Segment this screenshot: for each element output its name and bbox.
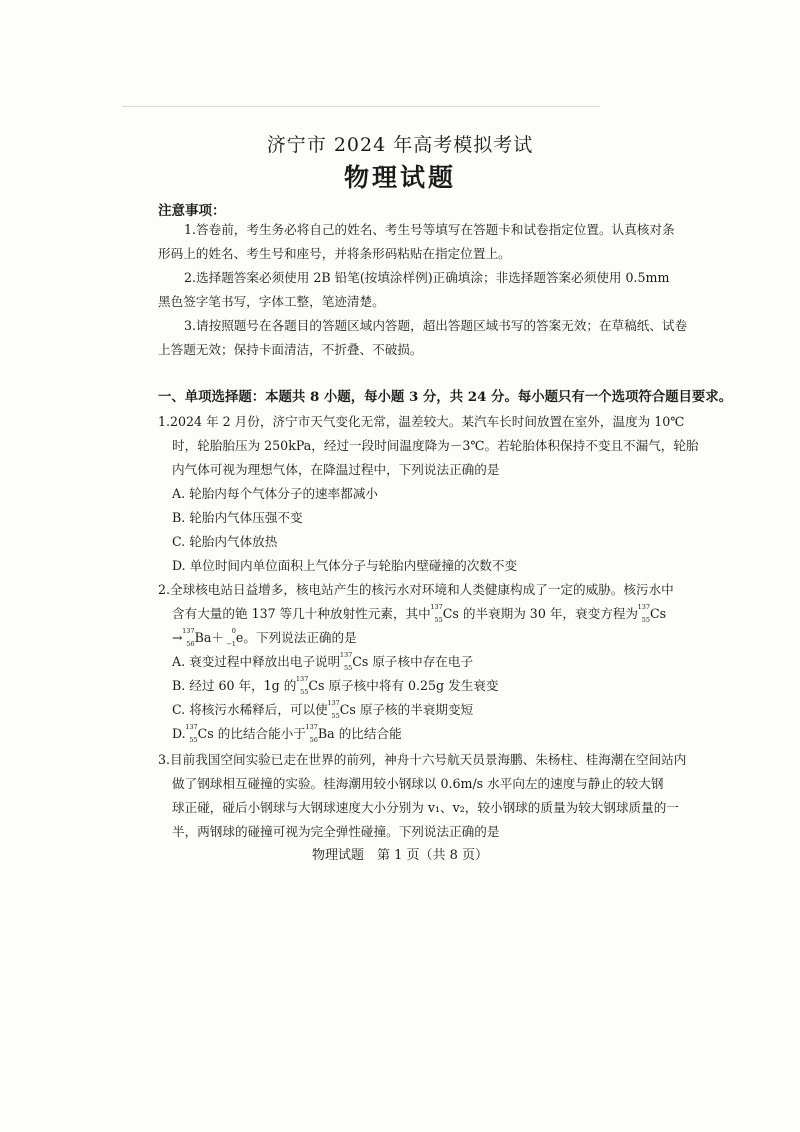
q1-line-3: 内气体可视为理想气体，在降温过程中，下列说法正确的是 bbox=[172, 462, 500, 477]
q2-option-a bbox=[172, 650, 473, 674]
subject-title: 物理试题 bbox=[343, 163, 456, 192]
note-1-line-1: 1.答卷前，考生务必将自己的姓名、考生号等填写在答题卡和试卷指定位置。认真核对条 bbox=[184, 222, 675, 237]
q1-option-d: D. 单位时间内单位面积上气体分子与轮胎内壁碰撞的次数不变 bbox=[172, 558, 518, 573]
electron-charge-number: −1 bbox=[226, 640, 236, 648]
q2-option-d-text-1: D. bbox=[172, 726, 186, 741]
q2-option-a-text-1: A. 衰变过程中释放出电子说明 bbox=[172, 654, 341, 669]
notes-heading: 注意事项： bbox=[158, 203, 226, 219]
q2-option-b bbox=[172, 674, 499, 698]
page-footer: 物理试题 第 1 页（共 8 页） bbox=[311, 848, 489, 863]
ba-atomic-number: 56 bbox=[309, 736, 318, 744]
q2-option-c-text-1: C. 将核污水稀释后，可以使 bbox=[172, 702, 328, 717]
cs-nuclide-notation bbox=[185, 723, 198, 744]
exam-title: 济宁市 2024 年高考模拟考试 bbox=[266, 134, 534, 156]
q3-line-3: 球正碰，碰后小钢球与大钢球速度大小分别为 v₁、v₂，较小钢球的质量为较大钢球质量的一 bbox=[172, 800, 679, 815]
cs-nuclide-notation bbox=[637, 603, 650, 624]
ba-nuclide-notation bbox=[305, 723, 318, 744]
q3-line-1: 3.目前我国空间实验已走在世界的前列，神舟十六号航天员景海鹏、朱杨柱、桂海潮在空间站内 bbox=[158, 752, 687, 767]
q3-line-4: 半，两钢球的碰撞可视为完全弹性碰撞。下列说法正确的是 bbox=[172, 824, 500, 839]
note-3-line-1: 3.请按照题号在各题目的答题区域内答题，超出答题区域书写的答案无效；在草稿纸、试卷 bbox=[184, 318, 688, 333]
q2-line-3-text-b: Ba＋ bbox=[194, 630, 224, 645]
cs-mass-number: 137 bbox=[430, 603, 443, 611]
cs-mass-number: 137 bbox=[327, 699, 340, 707]
q2-line-3-text-c: e。下列说法正确的是 bbox=[235, 630, 357, 645]
note-1-line-2: 形码上的姓名、考生号和座号，并将条形码粘贴在指定位置上。 bbox=[158, 246, 511, 261]
ba-atomic-number: 56 bbox=[186, 640, 195, 648]
q3-line-2: 做了钢球相互碰撞的实验。桂海潮用较小钢球以 0.6m/s 水平向左的速度与静止的较大钢 bbox=[172, 776, 664, 791]
q2-option-a-text-2: Cs 原子核中存在电子 bbox=[352, 654, 474, 669]
arrow-symbol: → bbox=[172, 630, 183, 645]
q1-line-2: 时，轮胎胎压为 250kPa，经过一段时间温度降为－3℃。若轮胎体积保持不变且不漏气，轮胎 bbox=[172, 438, 699, 453]
q2-line-2 bbox=[172, 602, 666, 626]
note-2-line-2: 黑色签字笔书写，字体工整，笔迹清楚。 bbox=[158, 294, 385, 309]
q2-option-d-text-2: Cs 的比结合能小于 bbox=[197, 726, 306, 741]
cs-atomic-number: 55 bbox=[434, 616, 443, 624]
q1-line-1: 1.2024 年 2 月份，济宁市天气变化无常，温差较大。某汽车长时间放置在室外，温度为 10℃ bbox=[158, 414, 685, 429]
q1-option-c: C. 轮胎内气体放热 bbox=[172, 534, 278, 549]
q1-option-a: A. 轮胎内每个气体分子的速率都减小 bbox=[172, 486, 379, 501]
cs-atomic-number: 55 bbox=[343, 664, 353, 672]
cs-atomic-number: 55 bbox=[641, 616, 650, 624]
electron-notation bbox=[224, 627, 236, 648]
electron-mass-number: 0 bbox=[231, 627, 236, 635]
cs-atomic-number: 55 bbox=[189, 736, 198, 744]
q2-line-2-text-c: Cs bbox=[650, 606, 667, 621]
q2-line-1: 2.全球核电站日益增多，核电站产生的核污水对环境和人类健康构成了一定的威胁。核污水中 bbox=[158, 582, 674, 597]
q2-line-2-text-b: Cs 的半衰期为 30 年，衰变方程为 bbox=[442, 606, 638, 621]
cs-atomic-number: 55 bbox=[331, 712, 340, 720]
ba-nuclide-notation bbox=[182, 627, 195, 648]
q2-line-2-text-a: 含有大量的铯 137 等几十种放射性元素，其中 bbox=[172, 606, 431, 621]
ba-mass-number: 137 bbox=[182, 627, 195, 635]
q2-option-c bbox=[172, 698, 473, 722]
note-3-line-2: 上答题无效；保持卡面清洁，不折叠、不破损。 bbox=[158, 342, 423, 357]
q1-option-b: B. 轮胎内气体压强不变 bbox=[172, 510, 303, 525]
q2-option-b-text-1: B. 经过 60 年，1g 的 bbox=[172, 678, 297, 693]
ba-mass-number: 137 bbox=[305, 723, 318, 731]
cs-nuclide-notation bbox=[430, 603, 443, 624]
q2-line-3 bbox=[172, 626, 357, 650]
top-divider bbox=[122, 106, 600, 107]
q2-option-d bbox=[172, 722, 402, 746]
cs-nuclide-notation bbox=[339, 651, 353, 672]
cs-atomic-number: 55 bbox=[300, 688, 309, 696]
cs-mass-number: 137 bbox=[637, 603, 650, 611]
note-2-line-1: 2.选择题答案必须使用 2B 铅笔(按填涂样例)正确填涂；非选择题答案必须使用 0.5mm bbox=[184, 270, 670, 285]
q2-option-d-text-3: Ba 的比结合能 bbox=[317, 726, 402, 741]
cs-mass-number: 137 bbox=[339, 651, 353, 659]
cs-mass-number: 137 bbox=[295, 675, 309, 683]
q2-option-c-text-2: Cs 原子核的半衰期变短 bbox=[339, 702, 474, 717]
section-1-heading: 一、单项选择题：本题共 8 小题，每小题 3 分，共 24 分。每小题只有一个选项符合题目要求。 bbox=[158, 389, 733, 405]
q2-option-b-text-2: Cs 原子核中将有 0.25g 发生衰变 bbox=[308, 678, 499, 693]
cs-nuclide-notation bbox=[295, 675, 309, 696]
cs-mass-number: 137 bbox=[185, 723, 198, 731]
cs-nuclide-notation bbox=[327, 699, 340, 720]
